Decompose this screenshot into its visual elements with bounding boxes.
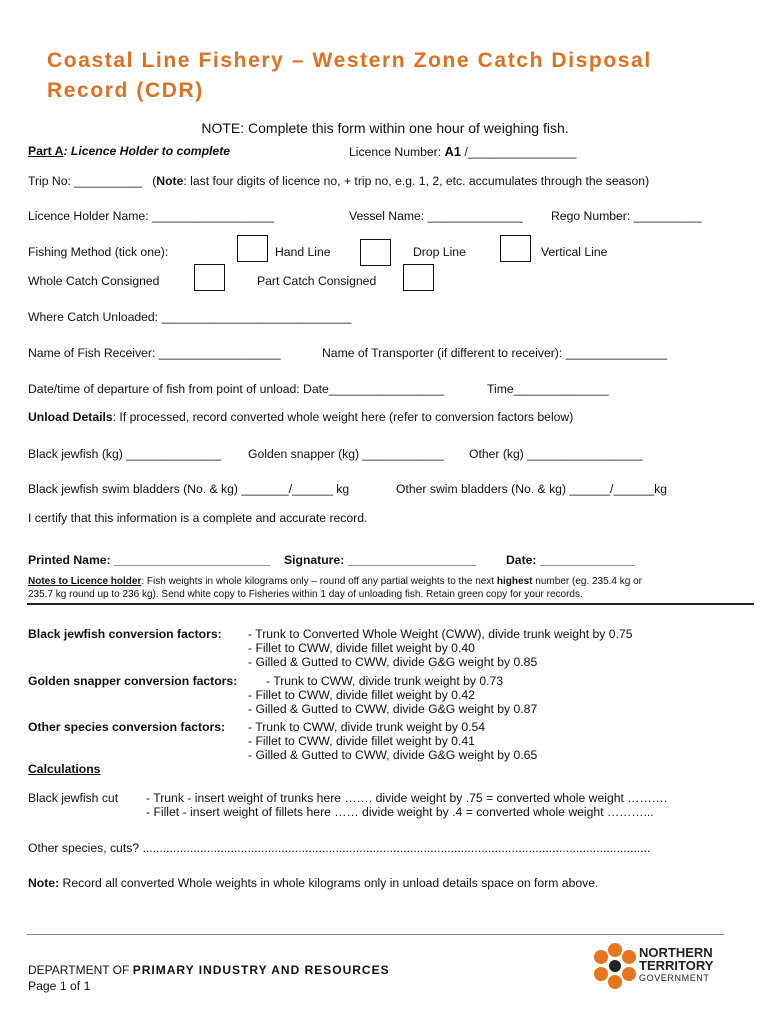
hand-line-label: Hand Line (275, 245, 331, 259)
footer-department: DEPARTMENT OF PRIMARY INDUSTRY AND RESOURCES (28, 963, 390, 977)
fillet-calc-line[interactable]: - Fillet - insert weight of fillets here …… divide weight by .4 = converted whole weight ………... (146, 805, 654, 819)
other-bladders-field[interactable]: Other swim bladders (No. & kg) ______/______kg (396, 482, 667, 496)
certify-statement: I certify that this information is a complete and accurate record. (28, 511, 368, 525)
calculations-label: Black jewfish cut (28, 791, 119, 805)
rego-number-field[interactable]: Rego Number: __________ (551, 209, 702, 223)
drop-line-label: Drop Line (413, 245, 466, 259)
vertical-line-checkbox[interactable] (500, 235, 531, 262)
printed-name-field[interactable]: Printed Name: _______________________ (28, 553, 270, 567)
form-note: NOTE: Complete this form within one hour of weighing fish. (201, 120, 569, 136)
other-species-factors-label: Other species conversion factors: (28, 720, 226, 734)
fishing-method-label: Fishing Method (tick one): (28, 245, 169, 259)
final-note: Note: Record all converted Whole weights in whole kilograms only in unload details space on form above. (28, 876, 599, 890)
form-title-line1: Coastal Line Fishery – Western Zone Catch Disposal (47, 49, 652, 72)
where-unloaded-field[interactable]: Where Catch Unloaded: ____________________________ (28, 310, 352, 324)
golden-snapper-factors: - Trunk to CWW, divide trunk weight by 0.73 - Fillet to CWW, divide fillet weight by 0.42 - Gilled & Gutted to CWW, divide G&G weight by 0.87 (248, 674, 538, 716)
part-a-heading: Part A: Licence Holder to complete (28, 144, 231, 158)
part-catch-label: Part Catch Consigned (257, 274, 377, 288)
part-catch-checkbox[interactable] (403, 264, 434, 291)
trip-no-field[interactable]: Trip No: __________ (Note: last four digits of licence no, + trip no, e.g. 1, 2, etc. accumulates through the season) (28, 174, 650, 188)
unload-details-heading: Unload Details: If processed, record converted whole weight here (refer to conversion factors below) (28, 410, 574, 424)
hand-line-checkbox[interactable] (237, 235, 268, 262)
black-jewfish-bladders-field[interactable]: Black jewfish swim bladders (No. & kg) _______/______ kg (28, 482, 350, 496)
fish-receiver-field[interactable]: Name of Fish Receiver: __________________ (28, 346, 281, 360)
trunk-calc-line[interactable]: - Trunk - insert weight of trunks here ……. divide weight by .75 = converted whole weight ………. (146, 791, 668, 805)
form-title (47, 46, 652, 106)
footer-divider (27, 934, 724, 935)
nt-flower-icon (585, 940, 645, 992)
vessel-name-field[interactable]: Vessel Name: ______________ (349, 209, 523, 223)
other-species-factors: - Trunk to CWW, divide trunk weight by 0.54 - Fillet to CWW, divide fillet weight by 0.41 - Gilled & Gutted to CWW, divide G&G weight by 0.65 (248, 720, 538, 762)
black-jewfish-factors-label: Black jewfish conversion factors: (28, 627, 222, 641)
notes-to-licence-holder: Notes to Licence holder: Fish weights in whole kilograms only – round off any partial weights to the next highest number (eg. 235.4 kg or 235.7 kg round up to 236 kg). Send white copy to Fisheries within 1 day of unloading fish. Retain green copy for your records. (28, 576, 642, 600)
divider (27, 603, 754, 605)
whole-catch-checkbox[interactable] (194, 264, 225, 291)
whole-catch-label: Whole Catch Consigned (28, 274, 160, 288)
departure-date-field[interactable]: Date/time of departure of fish from point of unload: Date_________________ (28, 382, 445, 396)
other-weight-field[interactable]: Other (kg) _________________ (469, 447, 643, 461)
licence-number-field[interactable]: Licence Number: A1 /________________ (349, 144, 577, 159)
transporter-field[interactable]: Name of Transporter (if different to receiver): _______________ (322, 346, 668, 360)
date-field[interactable]: Date: ______________ (506, 553, 635, 567)
vertical-line-label: Vertical Line (541, 245, 608, 259)
calculations-heading: Calculations (28, 762, 101, 776)
other-species-cuts-field[interactable]: Other species, cuts? ...................................................................................................................................................... (28, 841, 651, 855)
departure-time-field[interactable]: Time______________ (487, 382, 609, 396)
licence-holder-name-field[interactable]: Licence Holder Name: __________________ (28, 209, 274, 223)
signature-field[interactable]: Signature: ___________________ (284, 553, 477, 567)
black-jewfish-factors: - Trunk to Converted Whole Weight (CWW), divide trunk weight by 0.75 - Fillet to CWW, divide fillet weight by 0.40 - Gilled & Gutted to CWW, divide G&G weight by 0.85 (248, 627, 633, 669)
nt-government-logo (585, 940, 735, 992)
drop-line-checkbox[interactable] (360, 239, 391, 266)
form-title-line2: Record (CDR) (47, 79, 204, 102)
logo-text: NORTHERN TERRITORY GOVERNMENT (639, 945, 714, 983)
golden-snapper-factors-label: Golden snapper conversion factors: (28, 674, 238, 688)
footer-page: Page 1 of 1 (28, 979, 91, 993)
golden-snapper-weight-field[interactable]: Golden snapper (kg) ____________ (248, 447, 444, 461)
black-jewfish-weight-field[interactable]: Black jewfish (kg) ______________ (28, 447, 222, 461)
calculations-lines (146, 791, 667, 819)
